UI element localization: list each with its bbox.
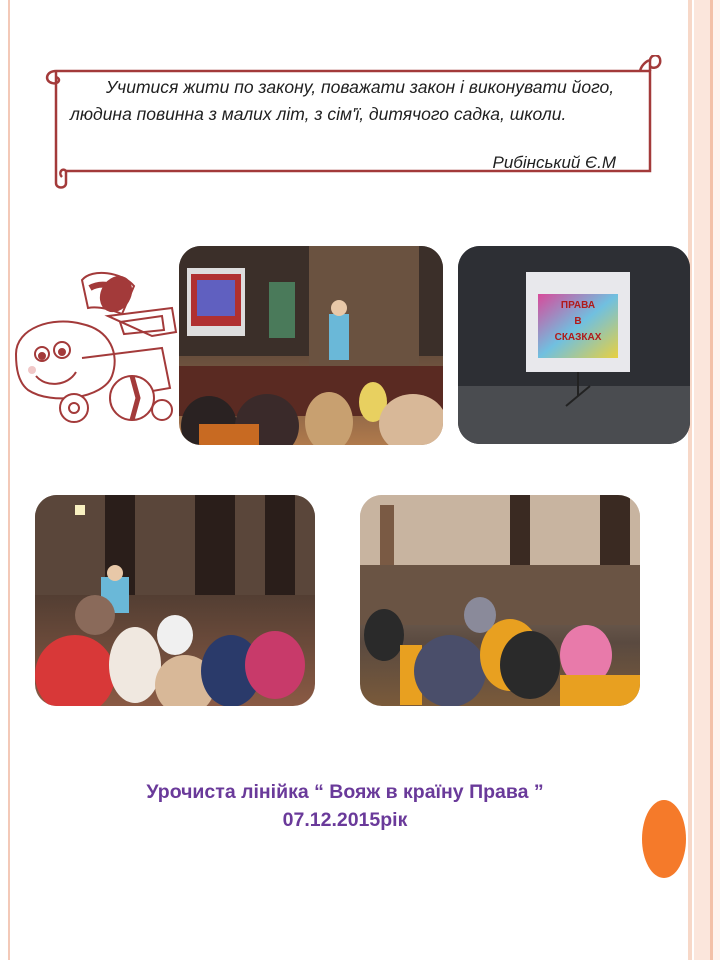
photo-presentation-in-hall — [179, 246, 443, 445]
event-date: 07.12.2015рік — [282, 809, 408, 831]
quote-text: Учитися жити по закону, поважати закон і виконувати його, людина повинна з малих літ, з сім'ї, дитячого садка, школи. — [70, 77, 615, 124]
quote-author: Рибінський Є.М — [492, 153, 616, 172]
slide-line-3: СКАЗКАХ — [554, 332, 602, 343]
orange-oval-decoration — [642, 800, 686, 878]
slide-line-2: В — [574, 316, 582, 327]
photo-audience-right — [360, 495, 640, 706]
event-title: Урочиста лінійка “ Вояж в країну Права ” — [146, 781, 544, 803]
slide-line-1: ПРАВА — [560, 300, 596, 311]
cartoon-train-illustration — [12, 258, 180, 438]
right-decor-stripe — [694, 0, 710, 960]
photo-projector-screen — [458, 246, 690, 444]
event-caption — [0, 778, 690, 834]
photo-audience-left — [35, 495, 315, 706]
right-decor-stripe — [713, 0, 720, 960]
projector-slide-text — [538, 298, 618, 346]
